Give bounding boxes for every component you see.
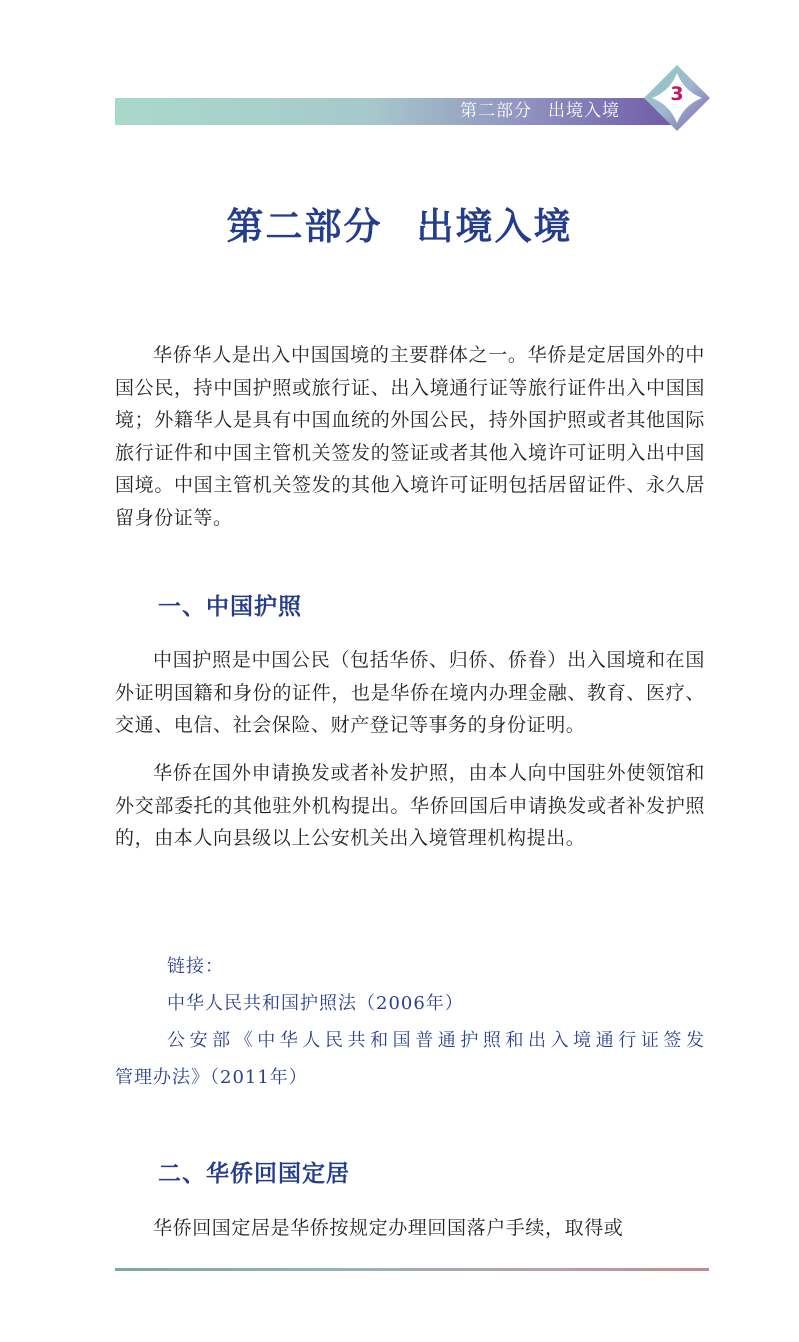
page-number-badge (642, 63, 712, 133)
page-title (0, 196, 799, 250)
footer-rule (115, 1268, 709, 1271)
running-header-bar (115, 98, 675, 125)
running-header-section: 出境入境 (548, 101, 620, 121)
running-header-part: 第二部分 (460, 101, 532, 121)
title-section: 出境入境 (416, 205, 573, 248)
passport-paragraph-2: 华侨在国外申请换发或者补发护照，由本人向中国驻外使领馆和外交部委托的其他驻外机构提出。华侨回国后申请换发或者补发护照的，由本人向县级以上公安机关出入境管理机构提出。 (115, 762, 705, 849)
section-heading-passport: 一、中国护照 (158, 594, 302, 620)
section-heading-return: 二、华侨回国定居 (158, 1161, 350, 1187)
intro-paragraph: 华侨华人是出入中国国境的主要群体之一。华侨是定居国外的中国公民，持中国护照或旅行证、出入境通行证等旅行证件出入中国国境；外籍华人是具有中国血统的外国公民，持外国护照或者其他国际旅行证件和中国主管机关签发的签证或者其他入境许可证明入出中国国境。中国主管机关签发的其他入境许可证明包括居留证件、永久居留身份证等。 (115, 344, 705, 529)
link-measures-line-2[interactable]: 管理办法》（2011年） (115, 1067, 308, 1088)
page-number: 3 (670, 83, 684, 105)
link-measures-line-1[interactable]: 公安部《中华人民共和国普通护照和出入境通行证签发 (167, 1030, 705, 1051)
running-header-text (460, 100, 620, 123)
title-part: 第二部分 (226, 205, 383, 248)
passport-paragraph-1: 中国护照是中国公民（包括华侨、归侨、侨眷）出入国境和在国外证明国籍和身份的证件，也是华侨在境内办理金融、教育、医疗、交通、电信、社会保险、财产登记等事务的身份证明。 (115, 649, 705, 736)
link-block (115, 948, 705, 1096)
link-label: 链接： (167, 956, 224, 977)
return-paragraph: 华侨回国定居是华侨按规定办理回国落户手续，取得或 (153, 1217, 624, 1239)
link-passport-law[interactable]: 中华人民共和国护照法（2006年） (167, 993, 464, 1014)
